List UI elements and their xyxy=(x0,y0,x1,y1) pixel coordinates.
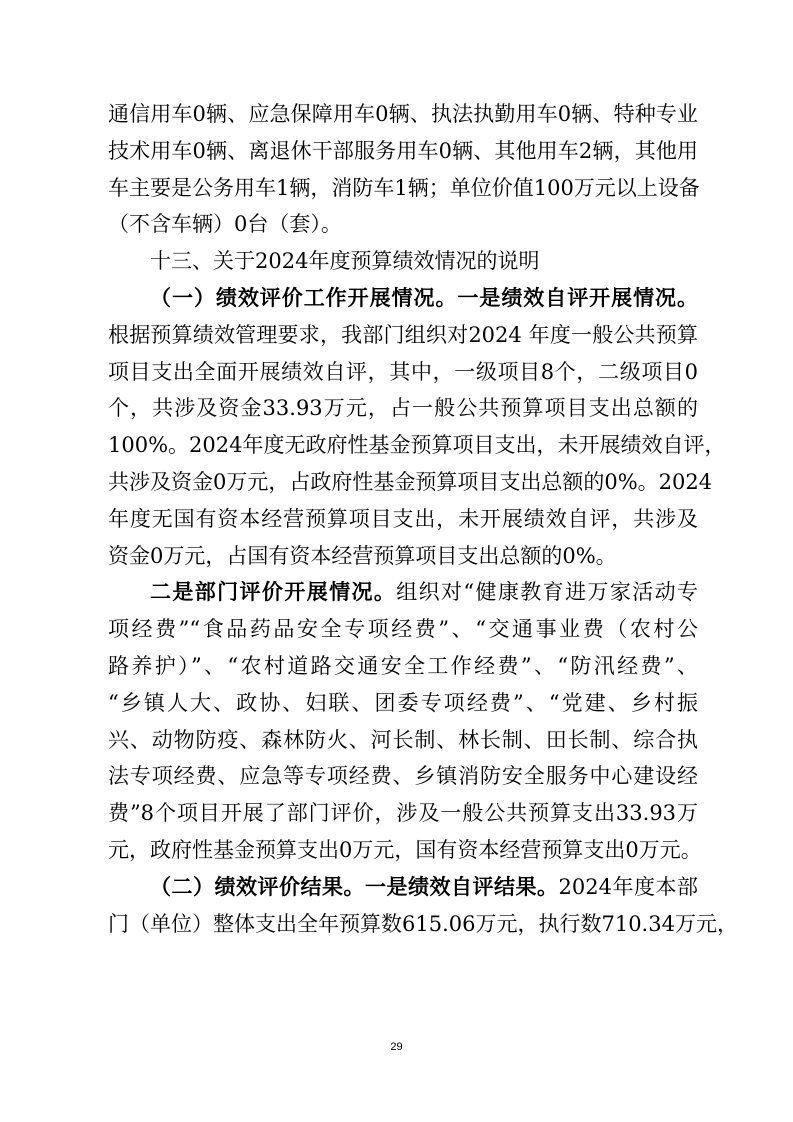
paragraph-line xyxy=(108,574,698,611)
section-heading xyxy=(108,243,698,280)
text-run: 元，政府性基金预算支出0万元，国有资本经营预算支出0万元。 xyxy=(108,837,702,862)
paragraph-line xyxy=(108,133,698,170)
paragraph-line xyxy=(108,538,698,575)
text-run: （一）绩效评价工作开展情况。一是绩效自评开展情况。 xyxy=(150,284,698,310)
text-run: 通信用车0辆、应急保障用车0辆、执法执勤用车0辆、特种专业 xyxy=(108,102,698,126)
text-run: 资金0万元，占国有资本经营预算项目支出总额的0%。 xyxy=(108,543,617,568)
text-run: 法专项经费、应急等专项经费、乡镇消防安全服务中心建设经 xyxy=(108,764,698,789)
text-run: 年度无国有资本经营预算项目支出，未开展绩效自评，共涉及 xyxy=(108,506,698,531)
subsection-heading xyxy=(108,280,698,317)
paragraph-line xyxy=(108,795,698,832)
text-run: 组织对“健康教育进万家活动专 xyxy=(396,580,698,605)
text-run: 费”8个项目开展了部门评价，涉及一般公共预算支出33.93万 xyxy=(108,801,698,826)
paragraph-line xyxy=(108,390,698,427)
paragraph-line xyxy=(108,869,698,906)
text-run: 十三、关于2024年度预算绩效情况的说明 xyxy=(150,249,540,274)
bold-lead-in: （二）绩效评价结果。一是绩效自评结果。 xyxy=(150,873,559,899)
text-run: 项目支出全面开展绩效自评，其中，一级项目8个，二级项目0 xyxy=(108,359,698,384)
paragraph-line xyxy=(108,354,698,391)
paragraph-line xyxy=(108,648,698,685)
paragraph-line xyxy=(108,427,726,464)
text-run: 2024年度本部 xyxy=(558,874,698,899)
text-run: 根据预算绩效管理要求，我部门组织对2024 年度一般公共预算 xyxy=(108,322,698,347)
paragraph-line xyxy=(108,464,713,501)
paragraph-line xyxy=(108,722,698,759)
paragraph-line xyxy=(108,206,698,243)
text-run: 项经费”“食品药品安全专项经费”、“交通事业费（农村公 xyxy=(108,617,698,642)
page-number: 29 xyxy=(390,1041,403,1053)
paragraph-line xyxy=(108,906,738,943)
text-run: 技术用车0辆、离退休干部服务用车0辆、其他用车2辆，其他用 xyxy=(108,138,698,163)
text-run: “乡镇人大、政协、妇联、团委专项经费”、“党建、乡村振 xyxy=(108,690,698,715)
paragraph-line xyxy=(108,501,698,538)
paragraph-line xyxy=(108,170,698,207)
text-run: （不含车辆）0台（套）。 xyxy=(108,212,342,237)
text-run: 门（单位）整体支出全年预算数615.06万元，执行数710.34万元， xyxy=(108,911,738,936)
paragraph-line xyxy=(108,758,698,795)
paragraph-line xyxy=(108,611,698,648)
bold-lead-in: 二是部门评价开展情况。 xyxy=(150,579,397,605)
text-run: 共涉及资金0万元，占政府性基金预算项目支出总额的0%。2024 xyxy=(108,469,713,494)
paragraph-line xyxy=(108,96,698,133)
body-text xyxy=(108,96,738,942)
text-run: 路养护）”、“农村道路交通安全工作经费”、“防汛经费”、 xyxy=(108,653,698,678)
text-run: 车主要是公务用车1辆，消防车1辆；单位价值100万元以上设备 xyxy=(108,175,700,200)
text-run: 100%。2024年度无政府性基金预算项目支出，未开展绩效自评， xyxy=(108,433,726,458)
paragraph-line xyxy=(108,317,698,354)
paragraph-line xyxy=(108,832,702,869)
paragraph-line xyxy=(108,685,698,722)
text-run: 兴、动物防疫、森林防火、河长制、林长制、田长制、综合执 xyxy=(108,727,698,752)
text-run: 个，共涉及资金33.93万元，占一般公共预算项目支出总额的 xyxy=(108,396,698,421)
